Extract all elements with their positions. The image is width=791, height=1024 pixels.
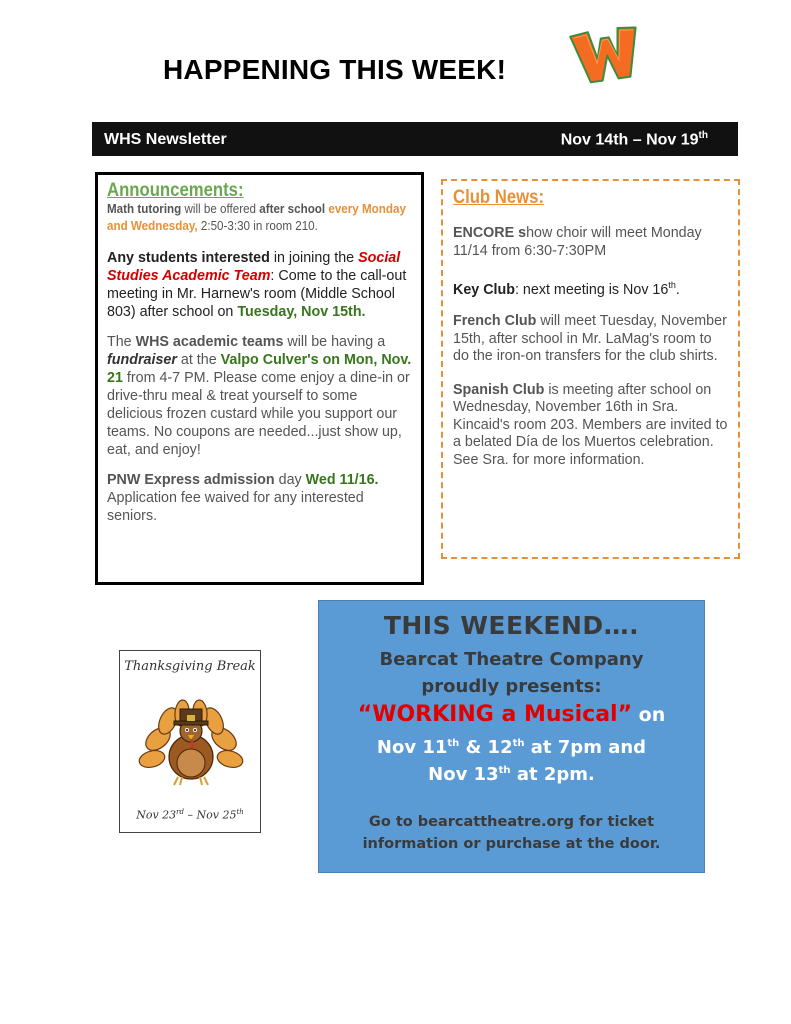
weekend-title: THIS WEEKEND….: [383, 611, 640, 640]
newsletter-banner: [92, 122, 738, 156]
pnw-express-text: PNW Express admission day Wed 11/16. Application fee waived for any interested seniors.: [107, 472, 379, 524]
show-dates-2: Nov 13th at 2pm.: [428, 764, 595, 785]
key-club-text: Key Club: next meeting is Nov 16th.: [453, 280, 680, 298]
social-studies-team-text: Any students interested in joining the Social Studies Academic Team: Come to the call-out meeting in Mr. Harnew's room (Middle School 803) after school on Tuesday, Nov 15th.: [107, 250, 407, 320]
club-news-box: [441, 179, 740, 559]
this-weekend-panel: [318, 600, 705, 873]
fundraiser-text: The WHS academic teams will be having a fundraiser at the Valpo Culver's on Mon, Nov. 21 from 4-7 PM. Please come enjoy a dine-in or drive-thru meal & treat yourself to some delicious frozen custard while you support our teams. No coupons are needed...just show up, eat, and enjoy!: [107, 334, 412, 458]
turkey-pilgrim-icon: [138, 689, 244, 789]
ticket-info-2: information or purchase at the door.: [362, 836, 661, 852]
encore-text: ENCORE show choir will meet Monday 11/14 from 6:30-7:30PM: [453, 225, 702, 259]
w-letter-logo-icon: [569, 18, 641, 90]
french-club-text: French Club will meet Tuesday, November 15th, after school in Mr. LaMag's room to do the iron-on transfers for the club shirts.: [453, 313, 727, 365]
newsletter-name: WHS Newsletter: [104, 131, 227, 148]
show-dates-1: Nov 11th & 12th at 7pm and: [376, 737, 647, 758]
math-tutoring-text: Math tutoring will be offered after school every Monday and Wednesday, 2:50-3:30 in room 210.: [107, 202, 406, 233]
page-title: HAPPENING THIS WEEK!: [163, 54, 507, 85]
weekend-company: Bearcat Theatre Company: [379, 649, 644, 670]
weekend-presents: proudly presents:: [421, 676, 602, 697]
thanksgiving-dates: Nov 23rd – Nov 25th: [136, 808, 244, 822]
spanish-club-text: Spanish Club is meeting after school on Wednesday, November 16th in Sra. Kincaid's room 203. Members are invited to a belated Día de los Muertos celebration. See Sra. for more information.: [453, 381, 728, 468]
announcements-heading: Announcements:: [107, 180, 244, 201]
show-title: “WORKING a Musical” on: [357, 702, 666, 727]
newsletter-dates: Nov 14th – Nov 19th: [560, 130, 708, 149]
announcements-box: [95, 172, 424, 585]
ticket-info-1: Go to bearcattheatre.org for ticket: [368, 814, 655, 830]
thanksgiving-card: [119, 650, 261, 833]
thanksgiving-title: Thanksgiving Break: [124, 659, 256, 674]
club-news-heading: Club News:: [453, 187, 545, 208]
